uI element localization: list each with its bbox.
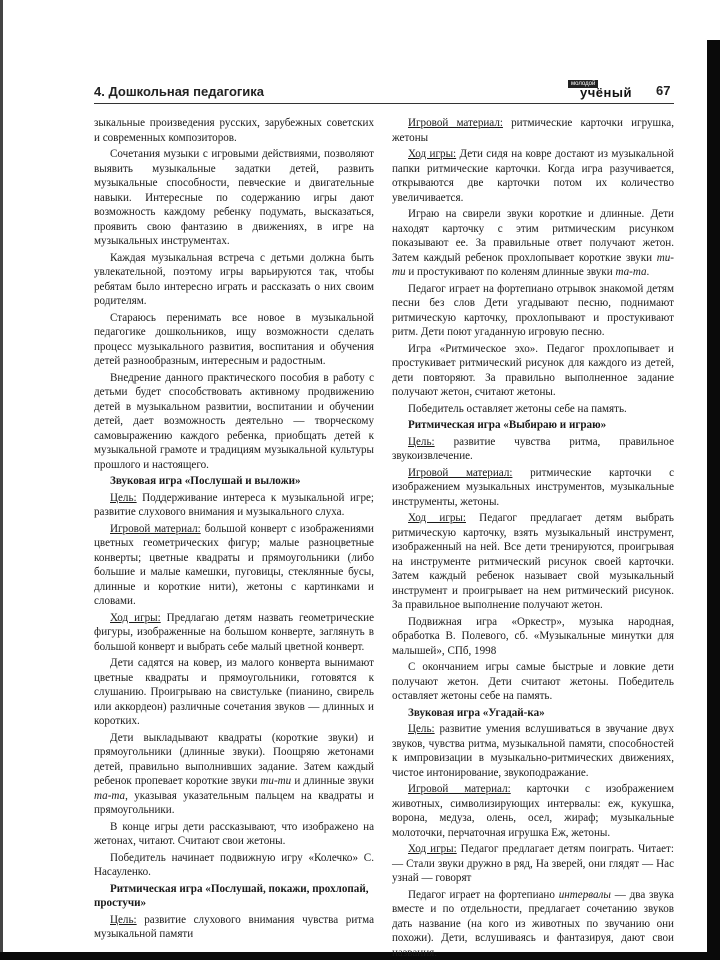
text-run: — два звука вместе и по отдельности, предлагает сочетанию звуков дать название (на кого из животных по звучанию они похожи). Дети, вслушиваясь и фантазируя, дают свои названия. [392,888,674,959]
paragraph: Каждая музыкальная встреча с детьми должна быть увлекательной, поэтому игры варьируются так, чтобы ребятам было интересно играть и рассказать о них своим родителям. [94,251,374,307]
scan-right-border [707,40,720,960]
rhythm-syllables: та-та [94,789,126,802]
course-label: Ход игры: [408,843,457,855]
goal-label: Цель: [408,435,435,448]
material-label: Игровой материал: [408,117,503,129]
material-label: Игровой материал: [408,783,511,795]
paragraph: Победитель оставляет жетоны себе на память. [408,402,627,415]
page-number: 67 [656,83,671,98]
game-course [392,147,674,205]
material-text: ритмические карточки игрушка, жетоны [392,117,674,144]
paragraph: зыкальные произведения русских, зарубежных советских и современных композиторов. [94,117,374,144]
rhythm-syllables: ти-ти [260,775,292,787]
page-header [94,80,674,102]
paragraph: Дети садятся на ковер, из малого конверта вынимают цветные квадраты и прямоугольники, готовятся к слушанию. Проигрываю на свистульке (пианино, свирель или аккордеон) различные сочетания звуков — длинных и коротких. [94,657,374,727]
course-text: Педагог предлагает детям выбрать ритмическую карточку, взять музыкальный инструмент, изображенный на ней. Все дети тренируются, проигрывая на инструменте ритмический рисунок своей карточки. Затем каждый ребенок называет свой музыкальный инструмент и проигрывает на нем ритмический рисунок. За правильное выполнение получают жетон. [392,512,674,611]
material-label: Игровой материал: [110,522,201,535]
course-text: Предлагаю детям назвать геометрические фигуры, изображенные на большом конверте, заглянуть в большой конверт и выбрать себе малый цветной конверт. [94,611,374,653]
goal-text: развитие слухового внимания чувства ритма музыкальной памяти [94,913,374,940]
goal-label: Цель: [408,723,435,735]
paragraph [392,888,674,961]
game-material [392,116,674,145]
left-column [94,116,374,944]
scan-left-edge [0,0,3,960]
rhythm-syllables: та-та [615,266,647,278]
text-run: Играю на свирели звуки короткие и длинные. Дети находят карточку с этим ритмическим рисунком показывают ее. За правильные ответ получают жетон. Затем каждый ребенок прохлопывает короткие звуки [392,208,674,264]
game-goal [392,435,674,464]
course-label: Ход игры: [110,611,161,624]
course-label: Ход игры: [408,148,457,160]
rhythm-syllables: ти-ти [392,251,674,278]
game-material [392,782,674,840]
course-text: Педагог предлагает детям поиграть. Читает: — Стали звуки дружно в ряд, На зверей, они глядят — Нас узнай — говорят [392,843,674,884]
game-material [392,466,674,510]
paragraph: В конце игры дети рассказывают, что изображено на жетонах, читают. Считают свои жетоны. [94,820,374,847]
journal-logo [564,80,640,100]
course-text: Дети сидя на ковре достают из музыкальной папки ритмические карточки. Когда игра разучивается, открываются две карточки потом их количество увеличивается. [392,148,674,204]
game-goal [94,491,374,520]
text-run: и простукивают по коленям длинные звуки [405,266,616,278]
game-course [94,611,374,655]
logo-small-text: молодой [568,80,598,88]
material-text: большой конверт с изображениями цветных геометрических фигур; малые разноцветные конверты; цветные квадраты и прямоугольники (либо большие и малые камешки, пуговицы, стеклянные бусы, длинные и короткие нити), жетоны с картинками и словами. [94,522,374,607]
right-column [392,116,674,962]
paragraph: Игра «Ритмическое эхо». Педагог прохлопывает и простукивает ритмический рисунок для каждого из детей, дети повторяют. За правильно выполненное задание получают жетон, считают жетоны. [392,342,674,398]
paragraph: Стараюсь перенимать все новое в музыкальной педагогике дошкольников, ищу возможности сделать процесс музыкального развития, воспитания и обучения детей разнообразным, интересным и радостным. [94,311,374,367]
goal-label: Цель: [110,913,137,926]
term-intervals: интервалы [558,888,611,901]
game-goal [94,913,374,942]
goal-text: развитие умения вслушиваться в звучание двух звуков, чувства ритма, музыкальной памяти, способностей к импровизации в музыкально-ритмических движениях, чистое интонирование, звукоподражание. [392,723,674,779]
header-divider [94,103,674,104]
text-run: Дети выкладывают квадраты (короткие звуки) и прямоугольники (длинные звуки). Поощряю жетонами детей, правильно выполнивших задание. Затем каждый ребенок пропевает короткие звуки [94,731,374,787]
text-run: . [646,266,650,278]
text-run: и длинные звуки [291,775,374,787]
game-heading: Ритмическая игра «Выбираю и играю» [408,419,607,431]
paragraph: С окончанием игры самые быстрые и ловкие дети получают жетон. Дети считают жетоны. Победитель оставляет жетоны себе на память. [392,661,674,702]
material-label: Игровой материал: [408,466,513,479]
goal-label: Цель: [110,491,137,504]
game-heading: Звуковая игра «Угадай-ка» [408,706,545,719]
game-goal [392,722,674,780]
game-heading: Ритмическая игра «Послушай, покажи, прохлопай, простучи» [94,882,369,909]
game-material [94,522,374,609]
paragraph [392,207,674,280]
text-run: Педагог играет на фортепиано [408,888,559,901]
course-label: Ход игры: [408,512,466,524]
section-title: 4. Дошкольная педагогика [94,84,265,99]
paragraph [94,731,374,818]
goal-text: Поддерживание интереса к музыкальной игре; развитие слухового внимания и музыкального слуха. [94,491,374,518]
game-course [392,511,674,613]
logo-big-text: учёный [580,85,632,100]
paragraph: Внедрение данного практического пособия в работу с детьми будет способствовать активному продвижению детей в музыкальном развитии, воспитании и обучении детей, дает возможность деятельно — творческому самовыражению каждого ребенка, приобщать детей к музыкальной грамоте и традициям музыкальной культуры прошлого и настоящего. [94,371,374,471]
paragraph: Педагог играет на фортепиано отрывок знакомой детям песни без слов Дети угадывают песню, поднимают ритмическую карточку, прохлопывают и простукивают ритм. Дети поют угаданную игровую песню. [392,282,674,338]
text-run: , указывая указательным пальцем на квадраты и прямоугольники. [94,789,374,816]
paragraph: Победитель начинает подвижную игру «Колечко» С. Насауленко. [94,851,374,878]
game-heading: Звуковая игра «Послушай и выложи» [110,475,301,487]
material-text: ритмические карточки с изображением музыкальных инструментов, музыкальные инструменты, жетоны. [392,466,674,508]
paragraph: Сочетания музыки с игровыми действиями, позволяют выявить музыкальные задатки детей, развить музыкальные способности, певческие и двигательные навыки. Интересные по содержанию игры дают возможность каждому ребенку подумать, высказаться, проявить свою фантазию в движениях, в игре на музыкальных инструментах. [94,148,374,247]
goal-text: развитие чувства ритма, правильное звукоизвлечение. [392,435,674,462]
material-text: карточки с изображением животных, символизирующих интервалы: еж, кукушка, ворона, медуза, олень, осел, жираф; музыкальные молоточки, перчаточная игрушка Еж, жетоны. [392,783,674,839]
paragraph: Подвижная игра «Оркестр», музыка народная, обработка В. Полевого, сб. «Музыкальные минутки для малышей», СПб, 1998 [392,615,674,657]
game-course [392,842,674,886]
